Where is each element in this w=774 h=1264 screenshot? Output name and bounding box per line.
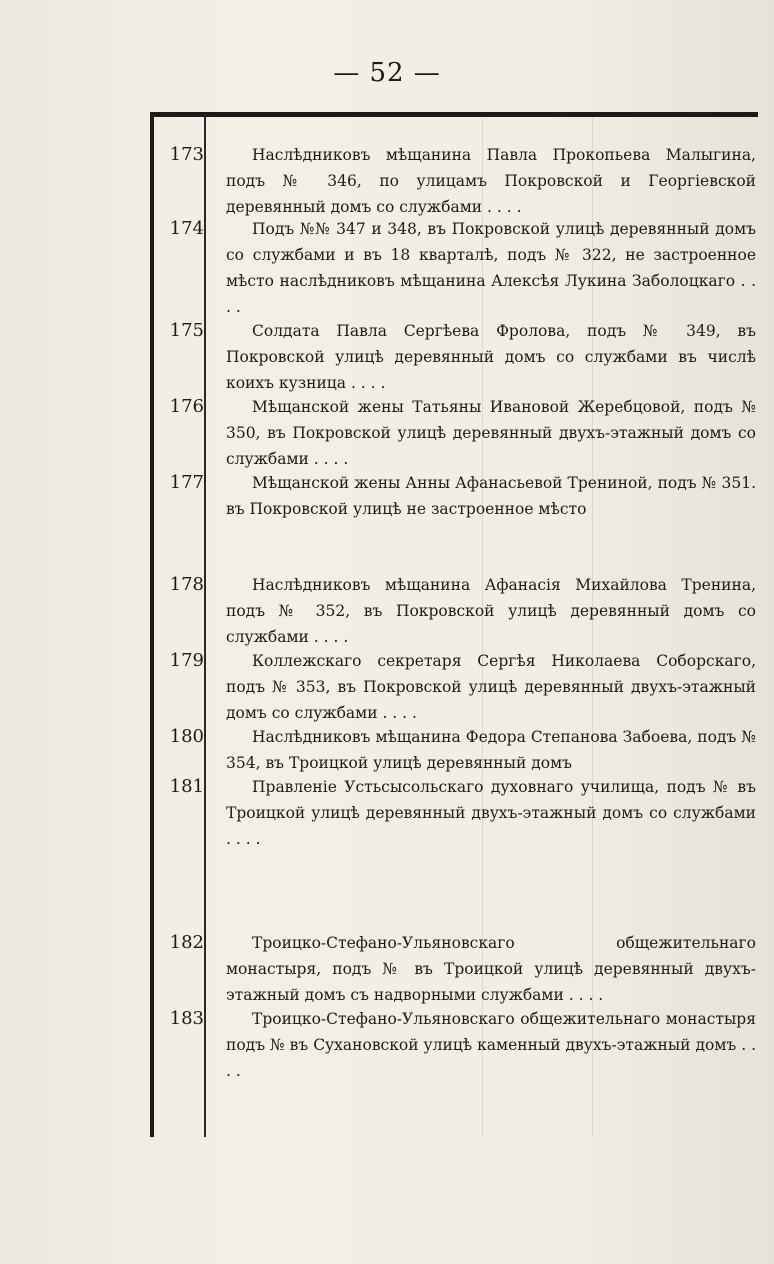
entry-number: 182 — [169, 932, 204, 953]
entry-text: Мѣщанской жены Татьяны Ивановой Жеребцовой, подъ № 350, въ Покровской улицѣ деревянный двухъ-этажный домъ со службами . . . . — [226, 398, 756, 468]
table-top-rule — [150, 112, 758, 117]
entry-text: Наслѣдниковъ мѣщанина Павла Прокопьева Малыгина, подъ № 346, по улицамъ Покровской и Георгіевской деревянный домъ со службами . . . . — [226, 146, 756, 216]
entry-number: 175 — [169, 320, 204, 341]
entry-number: 174 — [169, 218, 204, 239]
entry-text: Троицко-Стефано-Ульяновскаго общежительнаго монастыря, подъ № въ Троицкой улицѣ деревянный двухъ-этажный домъ съ надворными службами . . . . — [226, 934, 756, 1004]
entry-number: 183 — [169, 1008, 204, 1029]
entry-text: Подъ №№ 347 и 348, въ Покровской улицѣ деревянный домъ со службами и въ 18 кварталѣ, подъ № 322, не застроенное мѣсто наслѣдниковъ мѣщанина Алексѣя Лукина Заболоцкаго . . . . — [226, 220, 756, 316]
entry-number: 181 — [169, 776, 204, 797]
entry-text: Наслѣдниковъ мѣщанина Федора Степанова Забоева, подъ № 354, въ Троицкой улицѣ деревянный домъ — [226, 728, 756, 772]
entry-number: 180 — [169, 726, 204, 747]
entry-text: Коллежскаго секретаря Сергѣя Николаева Соборскаго, подъ № 353, въ Покровской улицѣ деревянный двухъ-этажный домъ со службами . . . . — [226, 652, 756, 722]
table-left-rule — [150, 117, 154, 1137]
entry-number: 176 — [169, 396, 204, 417]
entry-number: 178 — [169, 574, 204, 595]
number-column-rule — [204, 117, 206, 1137]
page-number: — 52 — — [333, 58, 441, 88]
entry-number: 179 — [169, 650, 204, 671]
entry-text: Троицко-Стефано-Ульяновскаго общежительнаго монастыря подъ № въ Сухановской улицѣ каменный двухъ-этажный домъ . . . . — [226, 1010, 756, 1080]
entry-text: Наслѣдниковъ мѣщанина Афанасія Михайлова Тренина, подъ № 352, въ Покровской улицѣ деревянный домъ со службами . . . . — [226, 576, 756, 646]
entry-text: Правленіе Устьсысольскаго духовнаго училища, подъ № въ Троицкой улицѣ деревянный двухъ-этажный домъ со службами . . . . — [226, 778, 756, 848]
entry-number: 173 — [169, 144, 204, 165]
entry-text: Мѣщанской жены Анны Афанасьевой Трениной, подъ № 351. въ Покровской улицѣ не застроенное мѣсто — [226, 474, 756, 518]
entry-number: 177 — [169, 472, 204, 493]
entry-text: Солдата Павла Сергѣева Фролова, подъ № 349, въ Покровской улицѣ деревянный домъ со службами въ числѣ коихъ кузница . . . . — [226, 322, 756, 392]
